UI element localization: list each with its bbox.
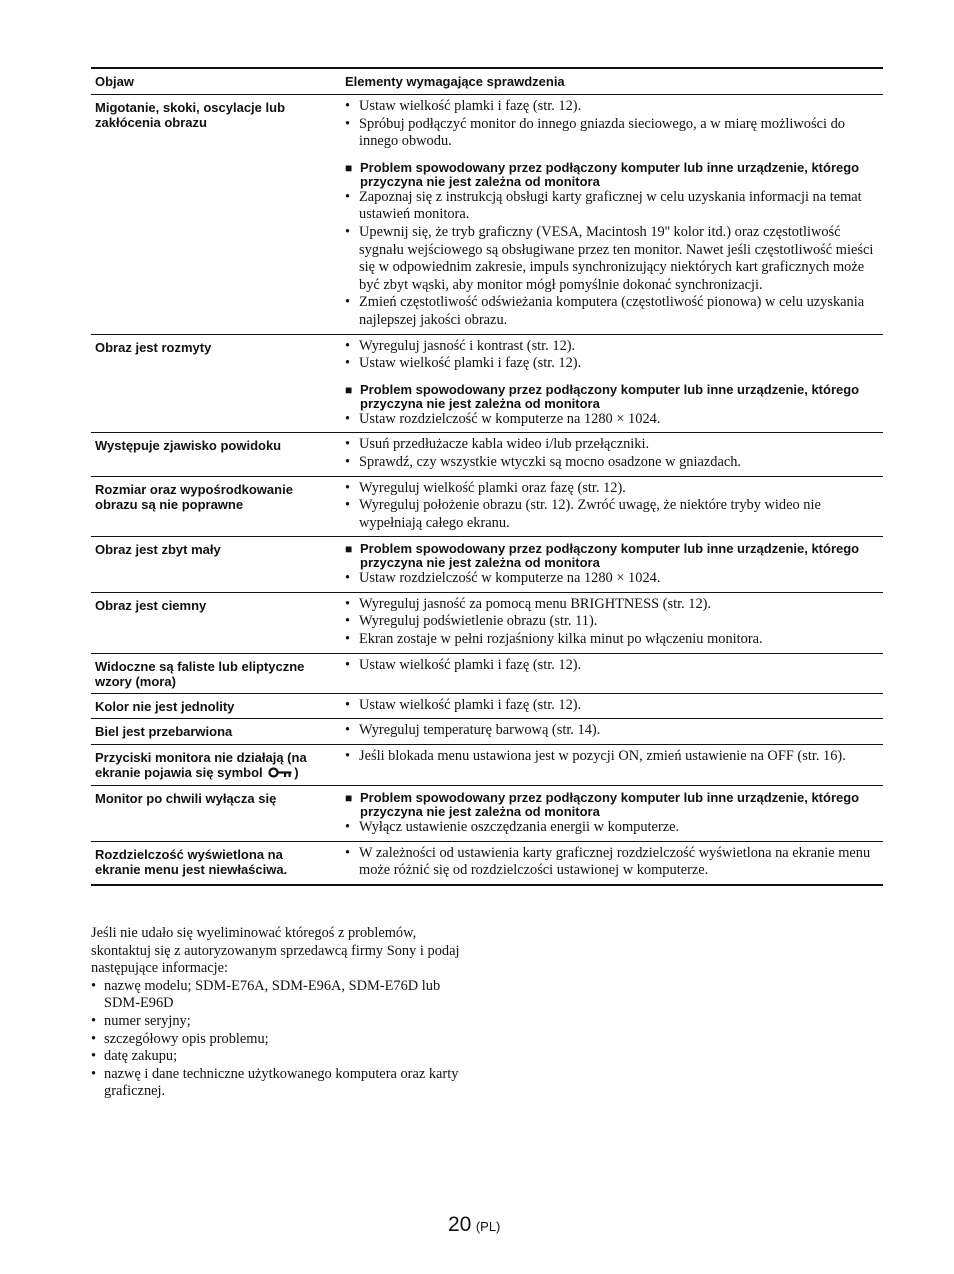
list-item: • nazwę i dane techniczne użytkowanego komputera oraz karty graficznej. [91, 1065, 459, 1100]
checks [336, 748, 883, 781]
checks [336, 596, 883, 649]
list-item: • Sprawdź, czy wszystkie wtyczki są mocno osadzone w gniazdach. [345, 453, 742, 470]
list-item: • W zależności od ustawienia karty graficznej rozdzielczość wyświetlona na ekranie menu może różnić się od rozdzielczości ustawionej w komputerze. [345, 844, 871, 879]
symptom-text-end: ) [294, 764, 299, 780]
list-item: • Wyłącz ustawienie oszczędzania energii w komputerze. [345, 818, 680, 835]
list-item: • datę zakupu; [91, 1048, 178, 1065]
list-item: • Ustaw wielkość plamki i fazę (str. 12). [345, 355, 582, 372]
list-item: • Zmień częstotliwość odświeżania komputera (częstotliwość pionowa) w celu uzyskania najlepszej jakości obrazu. [345, 294, 865, 328]
problem-heading: ■ Problem spowodowany przez podłączony komputer lub inne urządzenie, którego przyczyna nie jest zależna od monitora [345, 159, 860, 189]
header-symptom: Objaw [95, 74, 135, 89]
list-item: • Upewnij się, że tryb graficzny (VESA, Macintosh 19'' kolor itd.) oraz częstotliwość sygnału wejściowego są obsługiwane przez ten monitor. Nawet jeśli częstotliwość mieści się w odpowiednim zakresie, impuls synchronizujący niektórych kart graficznych może być zbyt wąski, aby monitor mógł pomyślnie dokonać synchronizacji. [345, 223, 874, 293]
bullet-icon: • [345, 818, 351, 835]
checks [336, 845, 883, 880]
list-item: • Ekran zostaje w pełni rozjaśniony kilka minut po włączeniu monitora. [345, 631, 763, 648]
table-row [91, 842, 883, 886]
symptom: Występuje zjawisko powidoku [95, 438, 282, 454]
table-row [91, 786, 883, 842]
bullet-icon: • [345, 613, 351, 630]
table-row [91, 433, 883, 476]
bullet-icon: • [91, 1065, 97, 1082]
bullet-icon: • [345, 223, 351, 240]
page-language: (PL) [475, 1219, 501, 1234]
list-item: • Wyreguluj jasność i kontrast (str. 12). [345, 337, 576, 354]
list-item: • Spróbuj podłączyć monitor do innego gniazda sieciowego, a w miarę możliwości do innego obwodu. [345, 115, 845, 150]
bullet-icon: • [345, 115, 351, 132]
bullet-icon: • [345, 570, 351, 587]
bullet-icon: • [345, 188, 351, 205]
bullet-icon: • [345, 595, 351, 612]
bullet-icon: • [345, 294, 351, 311]
contact-note [91, 925, 471, 1101]
bullet-icon: • [345, 631, 351, 648]
square-icon: ■ [345, 542, 353, 557]
bullet-icon: • [91, 1030, 97, 1047]
page-number [448, 1213, 500, 1237]
bullet-icon: • [345, 696, 351, 713]
checks [336, 338, 883, 429]
symptom: Migotanie, skoki, oscylacje lub zakłócenia obrazu [95, 100, 286, 130]
table-row [91, 593, 883, 654]
troubleshooting-table [91, 67, 883, 886]
symptom: Widoczne są faliste lub eliptyczne wzory (mora) [95, 658, 305, 689]
list-item: • Ustaw rozdzielczość w komputerze na 1280 × 1024. [345, 570, 661, 587]
bullet-icon: • [345, 436, 351, 453]
bullet-icon: • [91, 1048, 97, 1065]
list-item: • Wyreguluj temperaturę barwową (str. 14). [345, 722, 601, 739]
bullet-icon: • [345, 656, 351, 673]
problem-heading: ■ Problem spowodowany przez podłączony komputer lub inne urządzenie, którego przyczyna nie jest zależna od monitora [345, 789, 860, 819]
list-item: • Ustaw rozdzielczość w komputerze na 1280 × 1024. [345, 410, 661, 427]
list-item: • Ustaw wielkość plamki i fazę (str. 12). [345, 656, 582, 673]
symptom: Biel jest przebarwiona [95, 724, 233, 740]
table-header [91, 67, 883, 95]
checks [336, 789, 883, 837]
list-item: • Jeśli blokada menu ustawiona jest w pozycji ON, zmień ustawienie na OFF (str. 16). [345, 747, 846, 764]
list-item: • Wyreguluj położenie obrazu (str. 12). Zwróć uwagę, że niektóre tryby wideo nie wypełniają całego ekranu. [345, 497, 821, 531]
table-row [91, 477, 883, 538]
list-item: • Zapoznaj się z instrukcją obsługi karty graficznej w celu uzyskania informacji na temat ustawień monitora. [345, 188, 862, 223]
table-row [91, 654, 883, 694]
table-row [91, 95, 883, 335]
contact-intro: Jeśli nie udało się wyeliminować któregoś z problemów, skontaktuj się z autoryzowanym sprzedawcą firmy Sony i podaj następujące informacje: [91, 925, 460, 977]
table-row [91, 537, 883, 593]
bullet-icon: • [345, 453, 351, 470]
bullet-icon: • [91, 1012, 97, 1029]
checks [336, 657, 883, 689]
bullet-icon: • [345, 337, 351, 354]
symptom: Monitor po chwili wyłącza się [95, 790, 277, 806]
table-row [91, 745, 883, 786]
key-icon [268, 766, 294, 781]
checks [336, 480, 883, 533]
bullet-icon: • [345, 479, 351, 496]
problem-heading: ■ Problem spowodowany przez podłączony komputer lub inne urządzenie, którego przyczyna nie jest zależna od monitora [345, 381, 860, 411]
checks [336, 540, 883, 588]
square-icon: ■ [345, 160, 353, 175]
bullet-icon: • [345, 722, 351, 739]
symptom: Kolor nie jest jednolity [95, 698, 235, 714]
list-item: • numer seryjny; [91, 1012, 191, 1029]
table-row [91, 335, 883, 434]
checks [336, 697, 883, 715]
bullet-icon: • [345, 355, 351, 372]
bullet-icon: • [345, 747, 351, 764]
square-icon: ■ [345, 382, 353, 397]
problem-heading: ■ Problem spowodowany przez podłączony komputer lub inne urządzenie, którego przyczyna nie jest zależna od monitora [345, 541, 860, 571]
bullet-icon: • [345, 844, 351, 861]
bullet-icon: • [91, 977, 97, 994]
checks [336, 436, 883, 471]
table-row [91, 719, 883, 745]
list-item: • Usuń przedłużacze kabla wideo i/lub przełączniki. [345, 436, 650, 453]
list-item: • nazwę modelu; SDM-E76A, SDM-E96A, SDM-E76D lub SDM-E96D [91, 977, 441, 1012]
symptom: Obraz jest ciemny [95, 597, 207, 613]
bullet-icon: • [345, 497, 351, 514]
symptom [91, 748, 336, 781]
bullet-icon: • [345, 410, 351, 427]
symptom-text: Przyciski monitora nie działają (na ekranie pojawia się symbol [95, 749, 307, 780]
list-item: • Wyreguluj jasność za pomocą menu BRIGHTNESS (str. 12). [345, 595, 712, 612]
list-item: • Wyreguluj podświetlenie obrazu (str. 11). [345, 613, 598, 630]
symptom: Obraz jest rozmyty [95, 339, 212, 355]
symptom: Rozmiar oraz wypośrodkowanie obrazu są nie poprawne [95, 481, 293, 512]
list-item: • Ustaw wielkość plamki i fazę (str. 12). [345, 696, 582, 713]
bullet-icon: • [345, 98, 351, 114]
list-item: • szczegółowy opis problemu; [91, 1030, 269, 1047]
header-check: Elementy wymagające sprawdzenia [345, 73, 565, 89]
table-row [91, 694, 883, 720]
symptom: Obraz jest zbyt mały [95, 542, 221, 558]
symptom: Rozdzielczość wyświetlona na ekranie menu jest niewłaściwa. [95, 846, 288, 877]
list-item: • Wyreguluj wielkość plamki oraz fazę (str. 12). [345, 479, 626, 496]
checks [336, 722, 883, 740]
list-item: • Ustaw wielkość plamki i fazę (str. 12). [345, 98, 582, 114]
square-icon: ■ [345, 790, 353, 805]
page-number-value: 20 [448, 1213, 472, 1236]
checks [336, 98, 883, 330]
